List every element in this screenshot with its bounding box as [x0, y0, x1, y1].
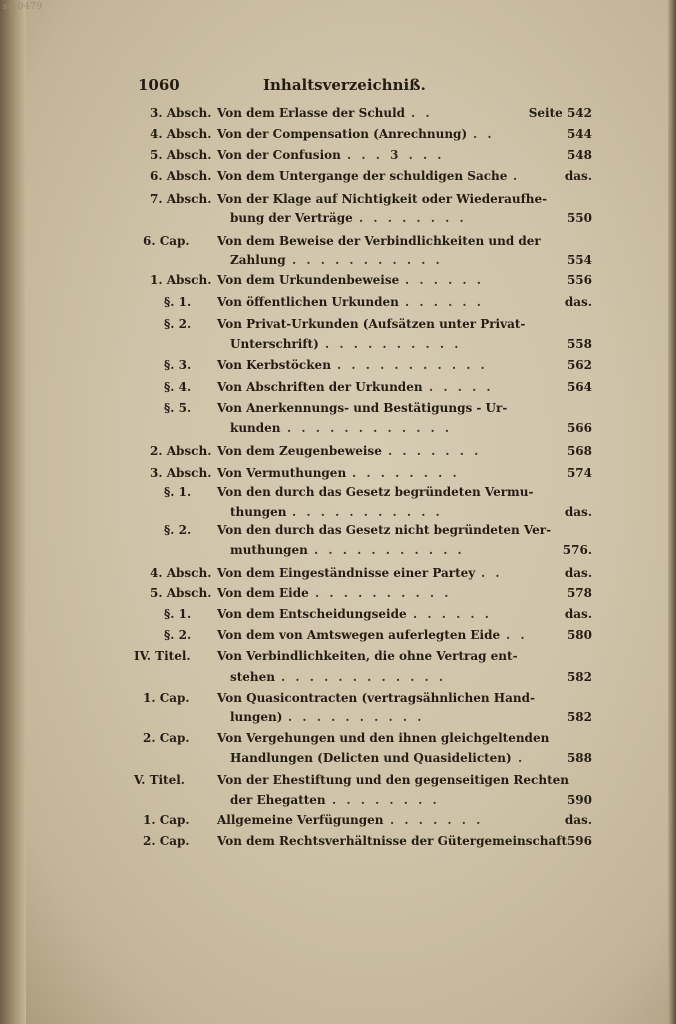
toc-entry-page: 564 — [566, 380, 592, 394]
toc-entry — [0, 583, 676, 603]
page-title: Inhaltsverzeichniß. — [263, 76, 426, 94]
toc-entry-label: 7. Absch. — [150, 192, 212, 206]
toc-entry-text: Von dem Urkundenbeweise — [217, 273, 400, 287]
toc-entry-page: das. — [564, 295, 592, 309]
toc-entry-label: §. 4. — [164, 380, 192, 394]
toc-entry-leader: . . . . . . . . . . — [325, 337, 462, 351]
toc-entry — [0, 707, 676, 727]
toc-entry-text: Von Abschriften der Urkunden — [217, 380, 423, 394]
toc-entry-page: 580 — [566, 628, 592, 642]
toc-entry-label: 3. Absch. — [150, 466, 212, 480]
toc-entry-leader: . . . . . . — [405, 273, 484, 287]
toc-entry-label: V. Titel. — [134, 773, 185, 787]
toc-entry — [0, 625, 676, 645]
toc-entry-label: 1. Absch. — [150, 273, 212, 287]
toc-entry-text: Von öffentlichen Urkunden — [217, 295, 399, 309]
toc-entry-leader: . . . . . . . — [390, 813, 484, 827]
toc-entry — [0, 208, 676, 228]
toc-entry — [0, 398, 676, 418]
toc-entry-label: §. 2. — [164, 317, 192, 331]
toc-entry-leader: . . — [506, 628, 528, 642]
toc-entry-leader: . . . . . . . — [388, 444, 482, 458]
toc-entry-leader: . . . . . . . . . . — [315, 586, 452, 600]
toc-entry-label: 2. Cap. — [143, 834, 190, 848]
page-header — [138, 76, 592, 100]
toc-entry-text: Von Quasicontracten (vertragsähnlichen Hand- — [217, 691, 535, 705]
toc-entry-leader: . . . . . . . . — [359, 211, 467, 225]
toc-entry-page: 578 — [566, 586, 592, 600]
toc-entry — [0, 831, 676, 851]
toc-entry-text: Von Vermuthungen — [217, 466, 347, 480]
toc-entry — [0, 441, 676, 461]
toc-entry — [0, 748, 676, 768]
toc-entry-text: lungen) — [230, 710, 283, 724]
toc-entry-leader: . — [518, 751, 526, 765]
toc-entry-leader: . . — [481, 566, 503, 580]
toc-entry-label: 1. Cap. — [143, 813, 190, 827]
toc-entry — [0, 688, 676, 708]
toc-entry-text: Allgemeine Verfügungen — [217, 813, 384, 827]
toc-entry-page: 556 — [566, 273, 592, 287]
toc-entry-leader: . . . . . . . . . . . — [292, 253, 443, 267]
toc-entry-label: §. 3. — [164, 358, 192, 372]
toc-entry — [0, 563, 676, 583]
toc-entry — [0, 355, 676, 375]
toc-entry-label: 4. Absch. — [150, 566, 212, 580]
toc-entry — [0, 770, 676, 790]
toc-entry — [0, 189, 676, 209]
toc-entry-leader: . . — [473, 127, 495, 141]
toc-entry-label: 2. Absch. — [150, 444, 212, 458]
toc-entry-text: kunden — [230, 421, 281, 435]
toc-entry — [0, 667, 676, 687]
toc-entry — [0, 646, 676, 666]
toc-entry — [0, 790, 676, 810]
toc-entry-text: Von Privat-Urkunden (Aufsätzen unter Privat- — [217, 317, 526, 331]
toc-entry-text: Von dem Zeugenbeweise — [217, 444, 382, 458]
toc-entry-label: §. 2. — [164, 628, 192, 642]
toc-entry-text: Von den durch das Gesetz begründeten Vermu- — [217, 485, 534, 499]
toc-entry-label: 1. Cap. — [143, 691, 190, 705]
toc-entry-text: stehen — [230, 670, 276, 684]
toc-entry-label: 6. Cap. — [143, 234, 190, 248]
toc-entry-text: Von dem Untergange der schuldigen Sache — [217, 169, 508, 183]
toc-entry-page: 568 — [566, 444, 592, 458]
toc-entry — [0, 728, 676, 748]
toc-entry-label: 5. Absch. — [150, 586, 212, 600]
toc-entry-text: Von dem Beweise der Verbindlichkeiten und der — [217, 234, 541, 248]
toc-entry-text: Von dem Eingeständnisse einer Partey — [217, 566, 476, 580]
toc-entry-leader: . . . . . . . . . . . — [337, 358, 488, 372]
toc-entry-text: Von dem von Amtswegen auferlegten Eide — [217, 628, 501, 642]
toc-entry-page: Seite 542 — [528, 106, 592, 120]
toc-entry-text: Von der Compensation (Anrechnung) — [217, 127, 468, 141]
toc-entry — [0, 334, 676, 354]
toc-entry-label: §. 2. — [164, 523, 192, 537]
toc-entry — [0, 231, 676, 251]
toc-entry-page: das. — [564, 169, 592, 183]
toc-entry-text: Von der Klage auf Nichtigkeit oder Wiederaufhe- — [217, 192, 548, 206]
toc-entry-leader: . . . . . . . . — [332, 793, 440, 807]
toc-entry — [0, 502, 676, 522]
toc-entry-text: bung der Verträge — [230, 211, 353, 225]
toc-entry — [0, 540, 676, 560]
toc-entry-page: 544 — [566, 127, 592, 141]
toc-entry-leader: . . . . . . . . — [352, 466, 460, 480]
toc-entry-page: 576. — [562, 543, 592, 557]
toc-entry-page: 566 — [566, 421, 592, 435]
toc-entry — [0, 166, 676, 186]
toc-entry — [0, 520, 676, 540]
toc-entry-page: 548 — [566, 148, 592, 162]
toc-entry-page: 550 — [566, 211, 592, 225]
toc-entry-text: Von Anerkennungs- und Bestätigungs - Ur- — [217, 401, 508, 415]
watermark: s0.0479 — [3, 2, 43, 12]
toc-entry-leader: . . . . . . . . . . . — [292, 505, 443, 519]
toc-entry — [0, 103, 676, 123]
toc-entry — [0, 418, 676, 438]
toc-entry-label: 3. Absch. — [150, 106, 212, 120]
toc-entry-text: Handlungen (Delicten und Quasidelicten) — [230, 751, 512, 765]
toc-entry-label: §. 1. — [164, 485, 192, 499]
toc-entry-text: Zahlung — [230, 253, 286, 267]
toc-entry-leader: . . . . . — [429, 380, 494, 394]
toc-entry-leader: . . — [411, 106, 433, 120]
toc-entry-label: IV. Titel. — [134, 649, 191, 663]
toc-entry-text: Von Vergehungen und den ihnen gleichgeltenden — [217, 731, 550, 745]
toc-entry-text: Von dem Eide — [217, 586, 309, 600]
toc-entry-text: Von der Confusion — [217, 148, 341, 162]
toc-entry-page: 588 — [566, 751, 592, 765]
toc-entry-label: §. 5. — [164, 401, 192, 415]
toc-entry-page: 562 — [566, 358, 592, 372]
toc-entry-leader: . . . . . . . . . . . . — [287, 421, 453, 435]
toc-entry — [0, 482, 676, 502]
toc-entry-text: thungen — [230, 505, 287, 519]
toc-entry — [0, 145, 676, 165]
toc-entry-label: §. 1. — [164, 607, 192, 621]
toc-entry-page: 558 — [566, 337, 592, 351]
toc-entry-label: 6. Absch. — [150, 169, 212, 183]
toc-entry-text: muthungen — [230, 543, 308, 557]
toc-entry-label: 4. Absch. — [150, 127, 212, 141]
toc-entry-text: der Ehegatten — [230, 793, 326, 807]
toc-entry — [0, 314, 676, 334]
toc-entry-label: §. 1. — [164, 295, 192, 309]
page-number: 1060 — [138, 76, 180, 94]
toc-entry-leader: . . . 3 . . . — [347, 148, 445, 162]
toc-entry-text: Von dem Erlasse der Schuld — [217, 106, 406, 120]
toc-entry-page: 596 — [566, 834, 592, 848]
toc-entry — [0, 124, 676, 144]
toc-entry-text: Von den durch das Gesetz nicht begründeten Ver- — [217, 523, 552, 537]
toc-entry — [0, 250, 676, 270]
toc-entry-text: Von dem Rechtsverhältnisse der Gütergemeinschaft — [217, 834, 567, 848]
toc-entry-page: 582 — [566, 670, 592, 684]
toc-entry-page: das. — [564, 813, 592, 827]
toc-entry — [0, 292, 676, 312]
toc-entry-text: Unterschrift) — [230, 337, 319, 351]
toc-entry-label: 2. Cap. — [143, 731, 190, 745]
toc-entry-leader: . . . . . . . . . . — [288, 710, 425, 724]
toc-entry-page: 554 — [566, 253, 592, 267]
toc-entry-page: 590 — [566, 793, 592, 807]
toc-entry-leader: . . . . . . — [413, 607, 492, 621]
toc-entry-leader: . . . . . . . . . . . . — [281, 670, 447, 684]
toc-entry — [0, 604, 676, 624]
toc-entry-page: das. — [564, 505, 592, 519]
toc-entry — [0, 810, 676, 830]
toc-entry-page: 582 — [566, 710, 592, 724]
toc-entry-text: Von der Ehestiftung und den gegenseitigen Rechten — [217, 773, 569, 787]
toc-entry-label: 5. Absch. — [150, 148, 212, 162]
toc-entry-text: Von Verbindlichkeiten, die ohne Vertrag ent- — [217, 649, 518, 663]
toc-entry-text: Von Kerbstöcken — [217, 358, 331, 372]
toc-entry-page: das. — [564, 566, 592, 580]
toc-entry-leader: . . . . . . — [405, 295, 484, 309]
toc-entry — [0, 377, 676, 397]
toc-entry-leader: . . . . . . . . . . . — [314, 543, 465, 557]
toc-entry — [0, 270, 676, 290]
toc-entry-leader: . — [513, 169, 521, 183]
toc-entry-page: das. — [564, 607, 592, 621]
toc-entry-page: 574 — [566, 466, 592, 480]
toc-entry — [0, 463, 676, 483]
toc-entry-text: Von dem Entscheidungseide — [217, 607, 407, 621]
